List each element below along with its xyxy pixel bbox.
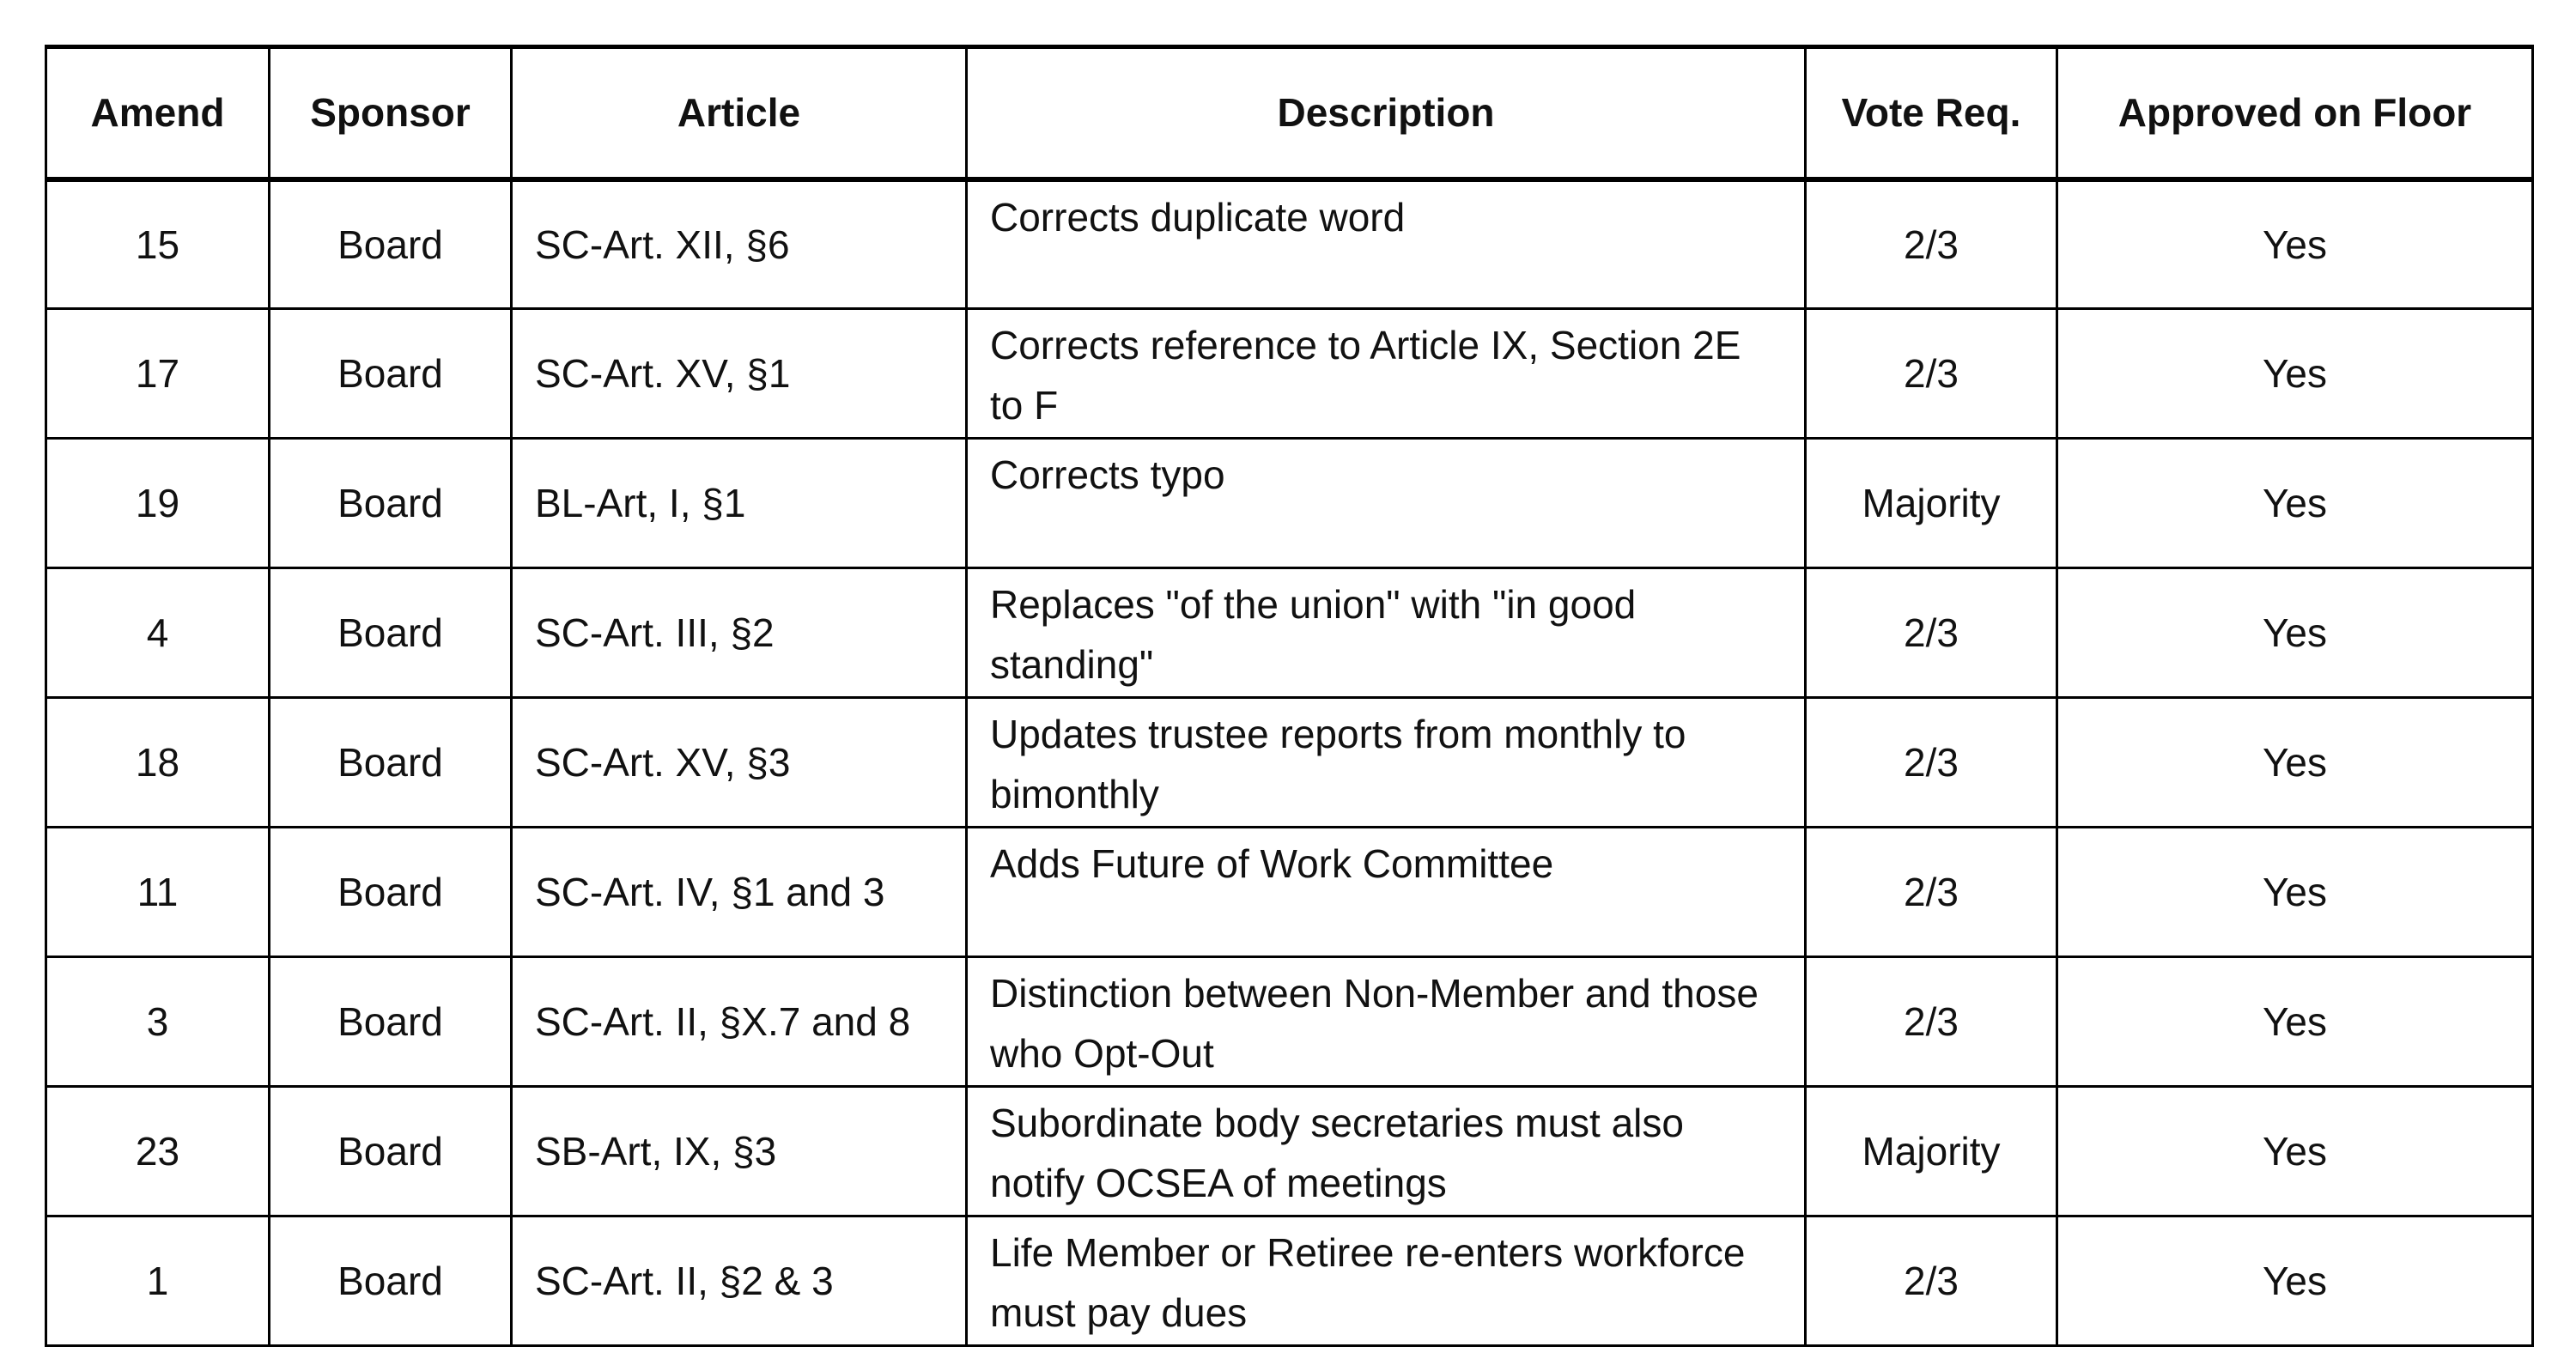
table-row bbox=[46, 568, 2533, 698]
cell-approved: Yes bbox=[2057, 568, 2533, 698]
cell-article: SC-Art. XII, §6 bbox=[512, 179, 967, 309]
cell-sponsor: Board bbox=[270, 698, 512, 828]
cell-article: SC-Art. II, §2 & 3 bbox=[512, 1216, 967, 1346]
table-row bbox=[46, 698, 2533, 828]
cell-description: Distinction between Non-Member and those who Opt-Out bbox=[967, 957, 1806, 1087]
cell-approved: Yes bbox=[2057, 1216, 2533, 1346]
table-row bbox=[46, 1216, 2533, 1346]
cell-approved: Yes bbox=[2057, 439, 2533, 568]
header-description: Description bbox=[967, 47, 1806, 179]
header-approved-on-floor: Approved on Floor bbox=[2057, 47, 2533, 179]
cell-amend: 17 bbox=[46, 309, 270, 439]
cell-vote-req: 2/3 bbox=[1806, 828, 2057, 957]
cell-approved: Yes bbox=[2057, 698, 2533, 828]
cell-sponsor: Board bbox=[270, 309, 512, 439]
table-row bbox=[46, 828, 2533, 957]
cell-amend: 15 bbox=[46, 179, 270, 309]
cell-sponsor: Board bbox=[270, 568, 512, 698]
cell-description: Replaces "of the union" with "in good standing" bbox=[967, 568, 1806, 698]
cell-vote-req: 2/3 bbox=[1806, 957, 2057, 1087]
cell-approved: Yes bbox=[2057, 309, 2533, 439]
cell-vote-req: 2/3 bbox=[1806, 568, 2057, 698]
table-row bbox=[46, 309, 2533, 439]
cell-sponsor: Board bbox=[270, 1087, 512, 1216]
cell-approved: Yes bbox=[2057, 957, 2533, 1087]
cell-amend: 3 bbox=[46, 957, 270, 1087]
cell-amend: 1 bbox=[46, 1216, 270, 1346]
cell-sponsor: Board bbox=[270, 828, 512, 957]
cell-article: BL-Art, I, §1 bbox=[512, 439, 967, 568]
cell-sponsor: Board bbox=[270, 179, 512, 309]
cell-sponsor: Board bbox=[270, 1216, 512, 1346]
cell-amend: 19 bbox=[46, 439, 270, 568]
cell-description: Corrects reference to Article IX, Section 2E to F bbox=[967, 309, 1806, 439]
table-row bbox=[46, 439, 2533, 568]
cell-approved: Yes bbox=[2057, 828, 2533, 957]
cell-description: Life Member or Retiree re-enters workforce must pay dues bbox=[967, 1216, 1806, 1346]
cell-article: SC-Art. II, §X.7 and 8 bbox=[512, 957, 967, 1087]
table-row bbox=[46, 179, 2533, 309]
header-sponsor: Sponsor bbox=[270, 47, 512, 179]
cell-article: SC-Art. III, §2 bbox=[512, 568, 967, 698]
cell-vote-req: 2/3 bbox=[1806, 179, 2057, 309]
cell-description: Corrects typo bbox=[967, 439, 1806, 568]
cell-description: Corrects duplicate word bbox=[967, 179, 1806, 309]
cell-description: Updates trustee reports from monthly to bimonthly bbox=[967, 698, 1806, 828]
cell-amend: 23 bbox=[46, 1087, 270, 1216]
cell-article: SC-Art. XV, §3 bbox=[512, 698, 967, 828]
header-vote-req: Vote Req. bbox=[1806, 47, 2057, 179]
header-row bbox=[46, 47, 2533, 179]
cell-amend: 18 bbox=[46, 698, 270, 828]
amendments-table-container bbox=[45, 45, 2531, 1347]
header-amend: Amend bbox=[46, 47, 270, 179]
cell-description: Subordinate body secretaries must also notify OCSEA of meetings bbox=[967, 1087, 1806, 1216]
cell-description: Adds Future of Work Committee bbox=[967, 828, 1806, 957]
cell-article: SB-Art, IX, §3 bbox=[512, 1087, 967, 1216]
cell-vote-req: 2/3 bbox=[1806, 309, 2057, 439]
cell-vote-req: 2/3 bbox=[1806, 698, 2057, 828]
header-article: Article bbox=[512, 47, 967, 179]
amendments-table bbox=[45, 45, 2534, 1347]
cell-vote-req: Majority bbox=[1806, 1087, 2057, 1216]
cell-article: SC-Art. XV, §1 bbox=[512, 309, 967, 439]
cell-approved: Yes bbox=[2057, 1087, 2533, 1216]
table-row bbox=[46, 957, 2533, 1087]
cell-sponsor: Board bbox=[270, 439, 512, 568]
cell-sponsor: Board bbox=[270, 957, 512, 1087]
table-row bbox=[46, 1087, 2533, 1216]
cell-amend: 4 bbox=[46, 568, 270, 698]
cell-vote-req: 2/3 bbox=[1806, 1216, 2057, 1346]
cell-amend: 11 bbox=[46, 828, 270, 957]
cell-approved: Yes bbox=[2057, 179, 2533, 309]
cell-article: SC-Art. IV, §1 and 3 bbox=[512, 828, 967, 957]
cell-vote-req: Majority bbox=[1806, 439, 2057, 568]
